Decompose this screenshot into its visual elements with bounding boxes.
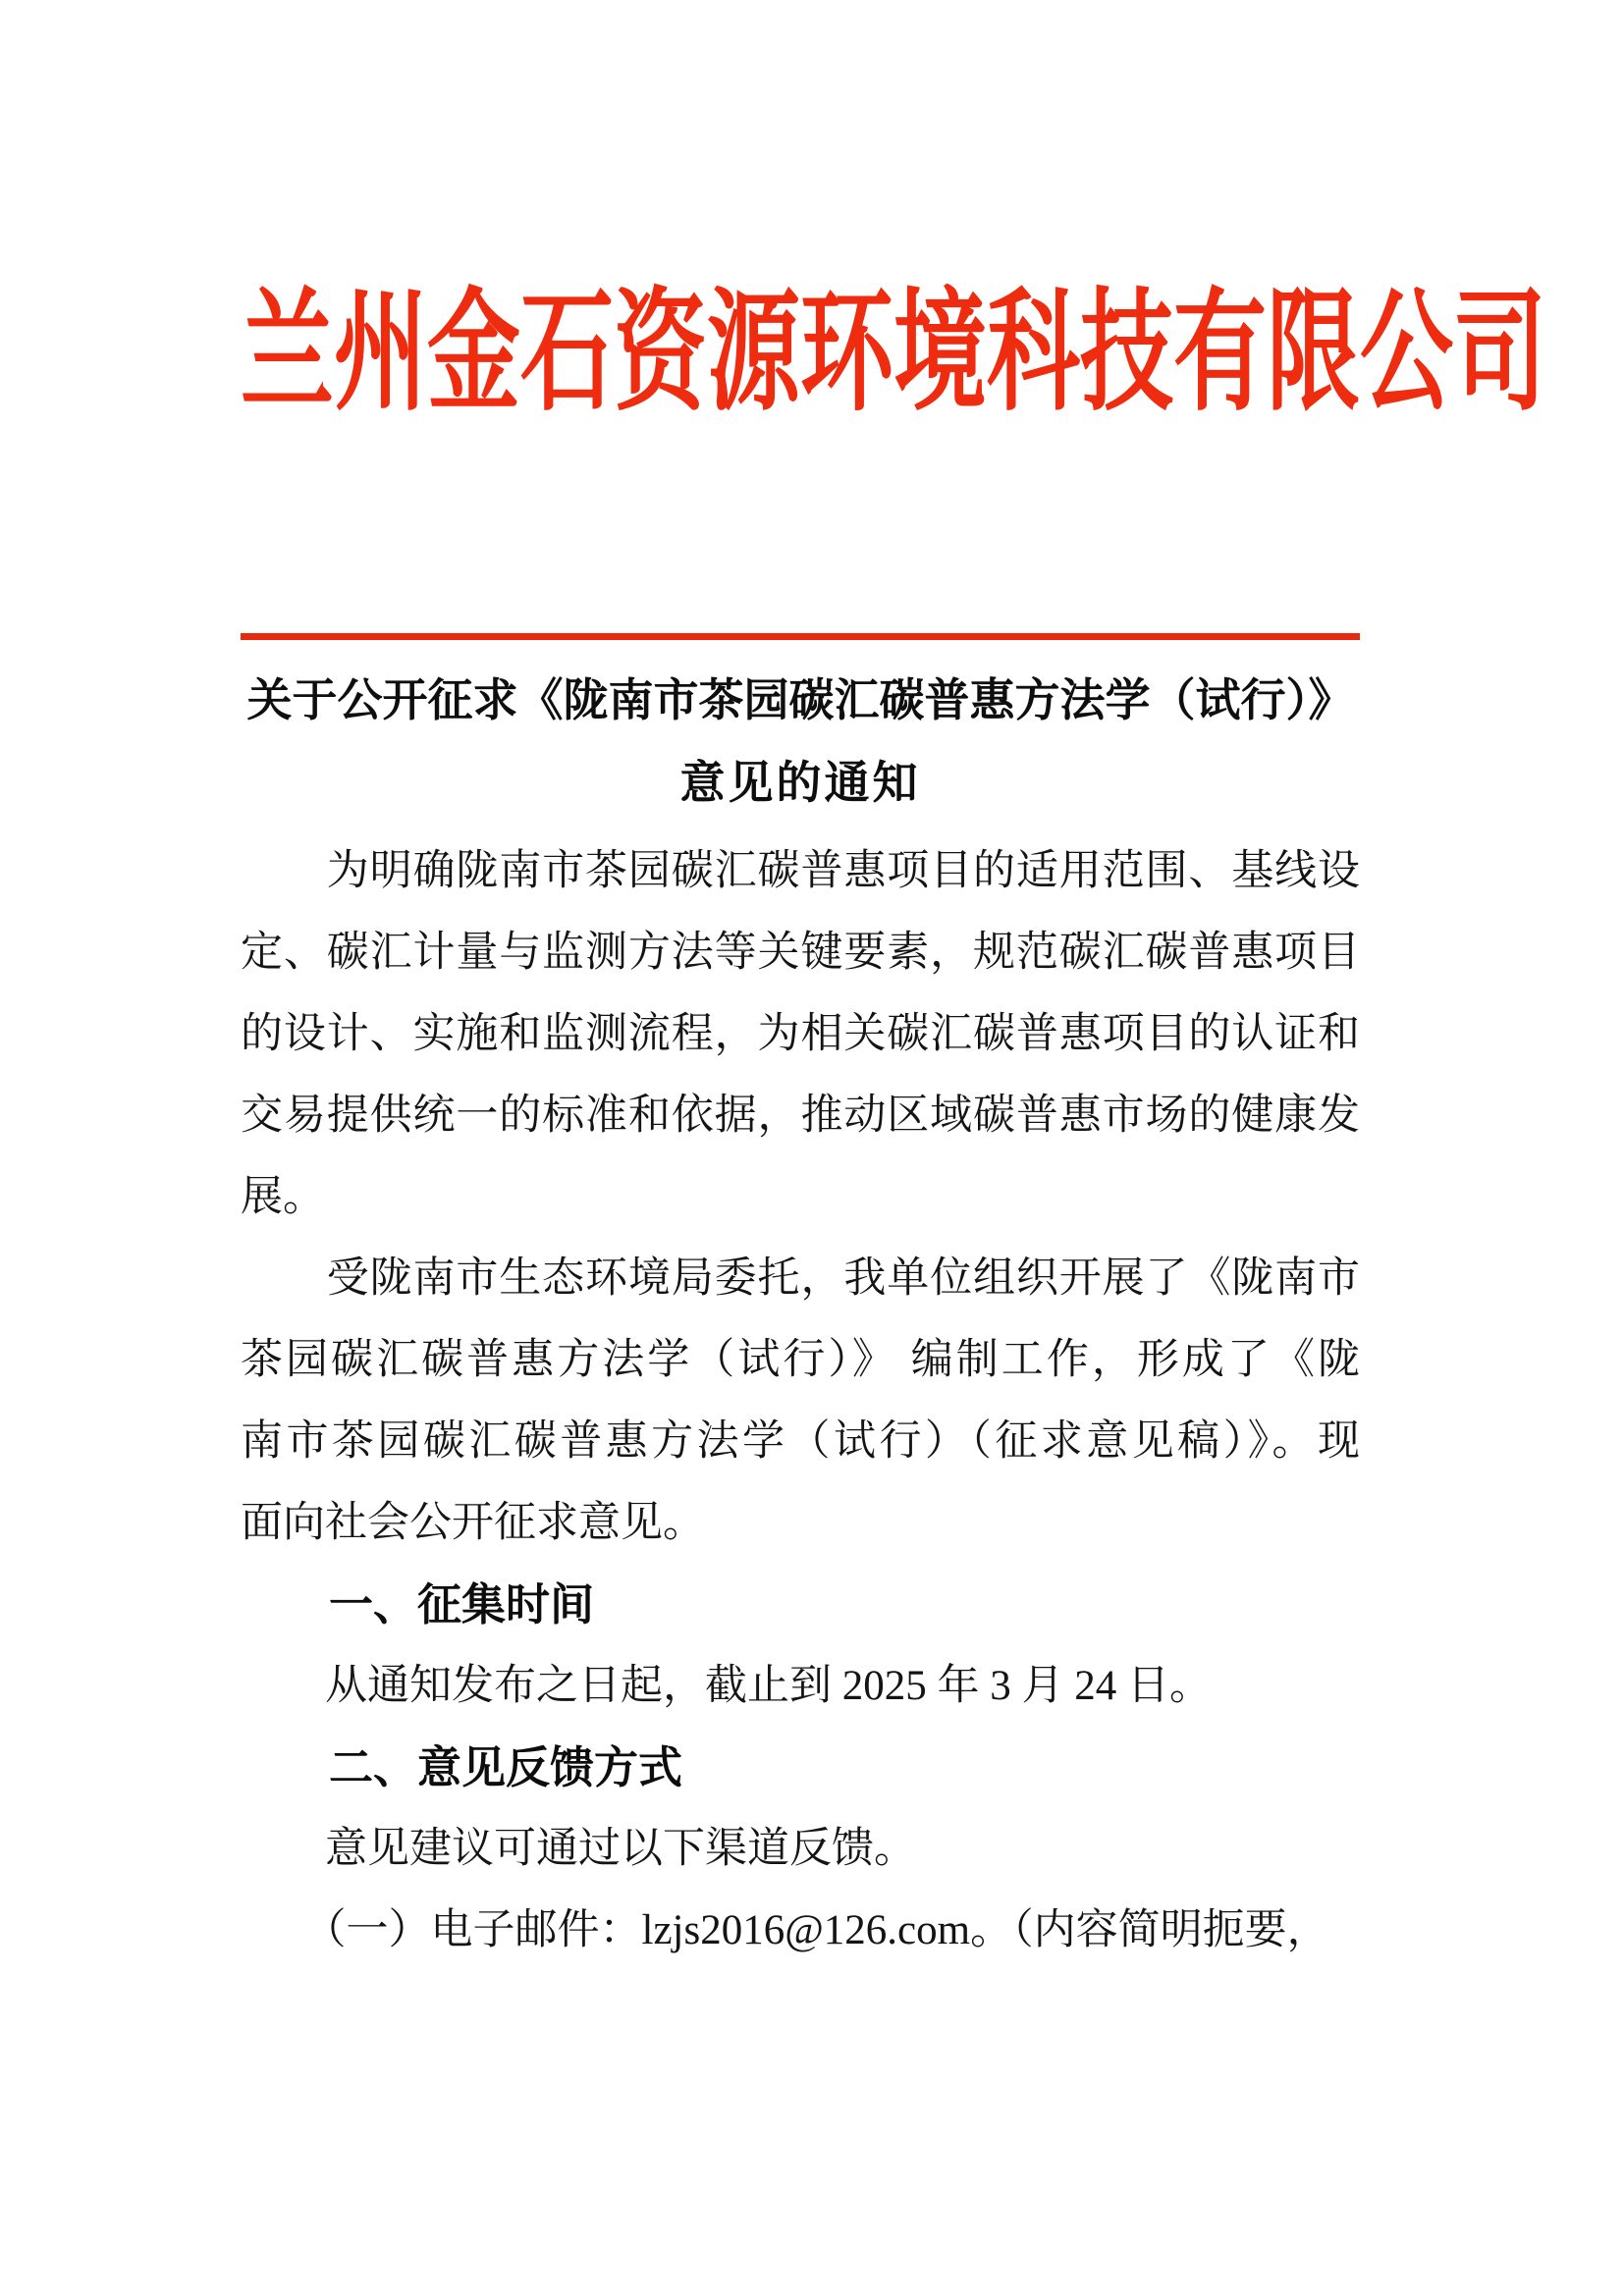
notice-title-line-2: 意见的通知	[679, 758, 921, 808]
letterhead-company-name: 兰州金石资源环境科技有限公司	[241, 279, 1547, 427]
body-line-deadline: 从通知发布之日起，截止到 2025 年 3 月 24 日。	[241, 1663, 1212, 1709]
body-line-p2-2: 茶园碳汇碳普惠方法学（试行）》 编制工作，形成了《陇	[241, 1337, 1360, 1383]
notice-title-line-1: 关于公开征求《陇南市茶园碳汇碳普惠方法学（试行）》	[246, 675, 1354, 725]
body-line-feedback-intro: 意见建议可通过以下渠道反馈。	[241, 1826, 916, 1872]
body-line-email: （一）电子邮件：lzjs2016@126.com。（内容简明扼要，	[241, 1907, 1329, 1953]
body-line-p2-1: 受陇南市生态环境局委托，我单位组织开展了《陇南市	[241, 1255, 1360, 1302]
section-heading-feedback-method: 二、意见反馈方式	[241, 1742, 683, 1792]
body-line-p1-5: 展。	[241, 1174, 325, 1220]
body-line-p1-4: 交易提供统一的标准和依据，推动区域碳普惠市场的健康发	[241, 1093, 1360, 1139]
notice-title	[241, 660, 1360, 825]
section-heading-collection-time: 一、征集时间	[241, 1579, 595, 1629]
body-line-p1-3: 的设计、实施和监测流程，为相关碳汇碳普惠项目的认证和	[241, 1011, 1360, 1057]
body-line-p1-2: 定、碳汇计量与监测方法等关键要素，规范碳汇碳普惠项目	[241, 930, 1360, 976]
body-line-p1-1: 为明确陇南市茶园碳汇碳普惠项目的适用范围、基线设	[241, 848, 1360, 894]
body-line-p2-3: 南市茶园碳汇碳普惠方法学（试行）（征求意见稿）》。现	[241, 1418, 1360, 1465]
letterhead-divider-line	[241, 633, 1360, 640]
notice-body	[241, 830, 1360, 1971]
body-line-p2-4: 面向社会公开征求意见。	[241, 1500, 705, 1546]
